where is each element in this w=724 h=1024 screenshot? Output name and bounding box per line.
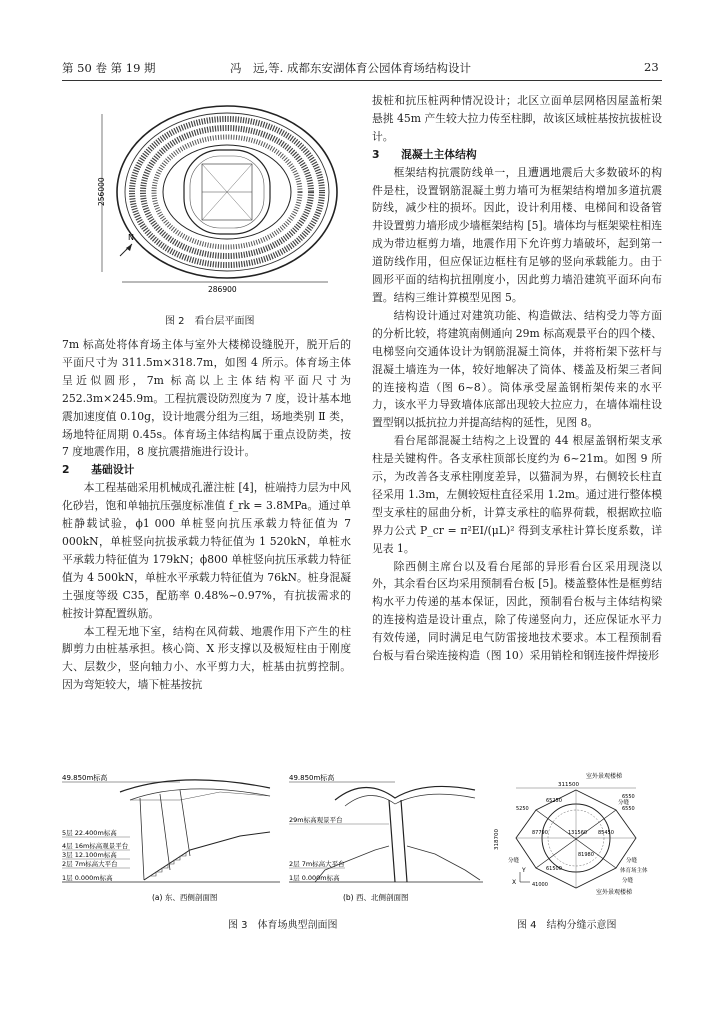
fig4-dim: 65250 — [546, 798, 562, 804]
left-paragraph: 本工程无地下室，结构在风荷载、地震作用下产生的柱脚剪力由桩基承担。核心筒、X 形支撑以及极短柱由于刚度大、层数少，竖向轴力小、水平剪力大，桩基由抗剪控制。因为弯矩较大，墙下桩基按抗 — [62, 624, 351, 692]
right-paragraph: 看台尾部混凝土结构之上设置的 44 根屋盖钢桁架支承柱是关键构件。各支承柱顶部长度约为 6~21m。如图 9 所示，为改善各支承柱刚度差异，以猫洞为界，右侧较长柱直径采用 1.3m，左侧较短柱直径采用 1.2m。通过进行整体模型支承柱的屈曲分析，计算支承柱的临界荷载，根据欧拉临界力公式 P_cr = π²EI/(μL)² 得到支承柱计算长度系数，详见表 1。 — [372, 434, 662, 555]
fig4-dim: 85450 — [598, 830, 614, 836]
left-paragraph: 本工程基础采用机械成孔灌注桩 [4]，桩端持力层为中风化砂岩，饱和单轴抗压强度标准值 f_rk = 3.8MPa。通过单桩静载试验，ϕ1 000 单桩竖向抗压承载力特征值为 7 000kN，单桩竖向抗拔承载力特征值为 1 520kN，单桩水平承载力特征值为 179kN；ϕ800 单桩竖向抗压承载力特征值为 4 500kN，单桩水平承载力特征值为 76kN。桩身混凝土强度等级 C35，配筋率 0.48%~0.97%，有抗拔需求的桩按计算配置纵筋。 — [62, 481, 351, 620]
running-header — [62, 60, 682, 80]
fig3a-subcaption: (a) 东、西侧剖面图 — [152, 893, 218, 902]
right-paragraph: 拔桩和抗压桩两种情况设计；北区立面单层网格因屋盖桁架悬挑 45m 产生较大拉力传至柱脚，故该区域桩基按抗拔桩设计。 — [372, 94, 662, 143]
figure3a-east-west-section — [60, 770, 285, 906]
fig4-top-stair-label: 室外景观楼梯 — [586, 773, 623, 780]
fig4-dim-width: 311500 — [558, 782, 579, 788]
fig3a-roof-level: 49.850m标高 — [62, 774, 108, 782]
fig4-joint-label: 分缝 — [618, 800, 630, 806]
fig4-dim: 81980 — [578, 852, 594, 858]
fig4-axis-y: Y — [522, 867, 526, 874]
fig2-north-label: N — [128, 233, 134, 242]
figure3b-west-north-section — [285, 770, 485, 906]
fig4-dim: 131560 — [568, 830, 588, 836]
right-column — [372, 92, 662, 665]
fig3b-roof-level: 49.850m标高 — [289, 774, 335, 782]
fig4-dim-height: 318700 — [494, 829, 500, 850]
fig3b-level-2: 2层 7m标高大平台 — [289, 860, 345, 868]
fig4-dim: 61500 — [546, 866, 562, 872]
fig3a-level-2: 2层 7m标高大平台 — [62, 860, 118, 868]
fig3b-platform-level: 29m标高观景平台 — [289, 816, 343, 824]
fig4-dim: 5250 — [516, 806, 529, 812]
fig4-dim: 41000 — [532, 882, 548, 888]
fig3b-level-1: 1层 0.000m标高 — [289, 874, 340, 882]
fig4-dim: 6550 — [622, 794, 635, 800]
fig4-bottom-stair-label: 室外景观楼梯 — [596, 889, 633, 896]
page-number: 23 — [644, 60, 659, 74]
fig4-dim: 87790 — [532, 830, 548, 836]
left-column — [62, 336, 351, 694]
fig4-dim: 6550 — [622, 806, 635, 812]
fig4-axis-x: X — [512, 879, 517, 886]
fig3a-level-5: 5层 22.400m标高 — [62, 829, 117, 837]
header-rule — [62, 80, 662, 81]
figure4-caption: 图 4 结构分缝示意图 — [517, 920, 617, 931]
fig4-center-label: 体育场主体 — [620, 868, 648, 874]
right-paragraph: 除西侧主席台以及看台尾部的异形看台区采用现浇以外，其余看台区均采用预制看台板 [5]。楼盖整体性是框剪结构水平力传递的基本保证，因此，预制看台板与主体结构梁的连接构造是设计重点，除了传递竖向力，还应保证水平力有效传递，同时满足电气防雷接地技术要求。本工程预制看台板与看台梁连接构造（图 10）采用销栓和钢连接件焊接形 — [372, 559, 662, 663]
section-heading-foundation: 2 基础设计 — [62, 463, 135, 477]
fig4-joint-label: 分缝 — [626, 858, 638, 864]
right-paragraph: 框架结构抗震防线单一，且遭遇地震后大多数破坏的构件是柱，设置钢筋混凝土剪力墙可为框架结构增加多道抗震防线，减少柱的损坏。因此，设计利用楼、电梯间和设备管井设置剪力墙形成少墙框架结构 [5]。墙体均与框架梁柱相连成为带边框剪力墙，地震作用下允许剪力墙破坏，起到第一道防线作用，但应保证边框柱有足够的竖向承载能力。由于圆形平面的结构抗扭刚度小，因此剪力墙沿建筑平面环向布置。结构三维计算模型见图 5。 — [372, 165, 662, 304]
fig4-joint-label: 分缝 — [508, 858, 520, 864]
section-heading-concrete: 3 混凝土主体结构 — [372, 147, 477, 161]
fig3a-level-3: 3层 12.100m标高 — [62, 851, 117, 859]
fig3a-level-1: 1层 0.000m标高 — [62, 874, 113, 882]
figure2-caption: 图 2 看台层平面图 — [165, 316, 255, 327]
article-title: 冯 远,等. 成都东安湖体育公园体育场结构设计 — [230, 61, 471, 75]
fig2-height-dim: 256000 — [97, 177, 106, 206]
fig3b-subcaption: (b) 西、北侧剖面图 — [343, 893, 409, 902]
left-paragraph: 7m 标高处将体育场主体与室外大楼梯设缝脱开，脱开后的平面尺寸为 311.5m×318.7m，如图 4 所示。体育场主体呈近似圆形，7m 标高以上主体结构平面尺寸为 252.3m×245.9m。工程抗震设防烈度为 7 度，设计基本地震加速度值 0.10g，设计地震分组为三组，场地类别 Ⅱ 类，场地特征周期 0.45s。体育场主体结构属于重点设防类，按 7 度地震作用，8 度抗震措施进行设计。 — [62, 338, 351, 459]
right-paragraph: 结构设计通过对建筑功能、构造做法、结构受力等方面的分析比较，将建筑南侧通向 29m 标高观景平台的四个楼、电梯竖向交通体设计为钢筋混凝土筒体，并将桁架下弦杆与混凝土墙连为一体，较好地解决了筒体、楼盖及桁架三者间的连接构造（图 6~8）。筒体承受屋盖钢桁架传来的水平力，该水平力导致墙体底部出现较大拉应力，在墙体端柱设置型钢以抵抗拉力并提高结构的延性，见图 8。 — [372, 308, 662, 430]
journal-volume: 第 50 卷 第 19 期 — [62, 61, 156, 75]
fig2-width-dim: 286900 — [208, 285, 237, 294]
fig4-joint-label: 分缝 — [622, 878, 634, 884]
figure4-joint-layout — [486, 770, 666, 906]
figure3-caption: 图 3 体育场典型剖面图 — [228, 920, 338, 931]
fig3a-level-4: 4层 16m标高观景平台 — [62, 842, 129, 850]
figure2-stadium-plan — [92, 98, 350, 296]
